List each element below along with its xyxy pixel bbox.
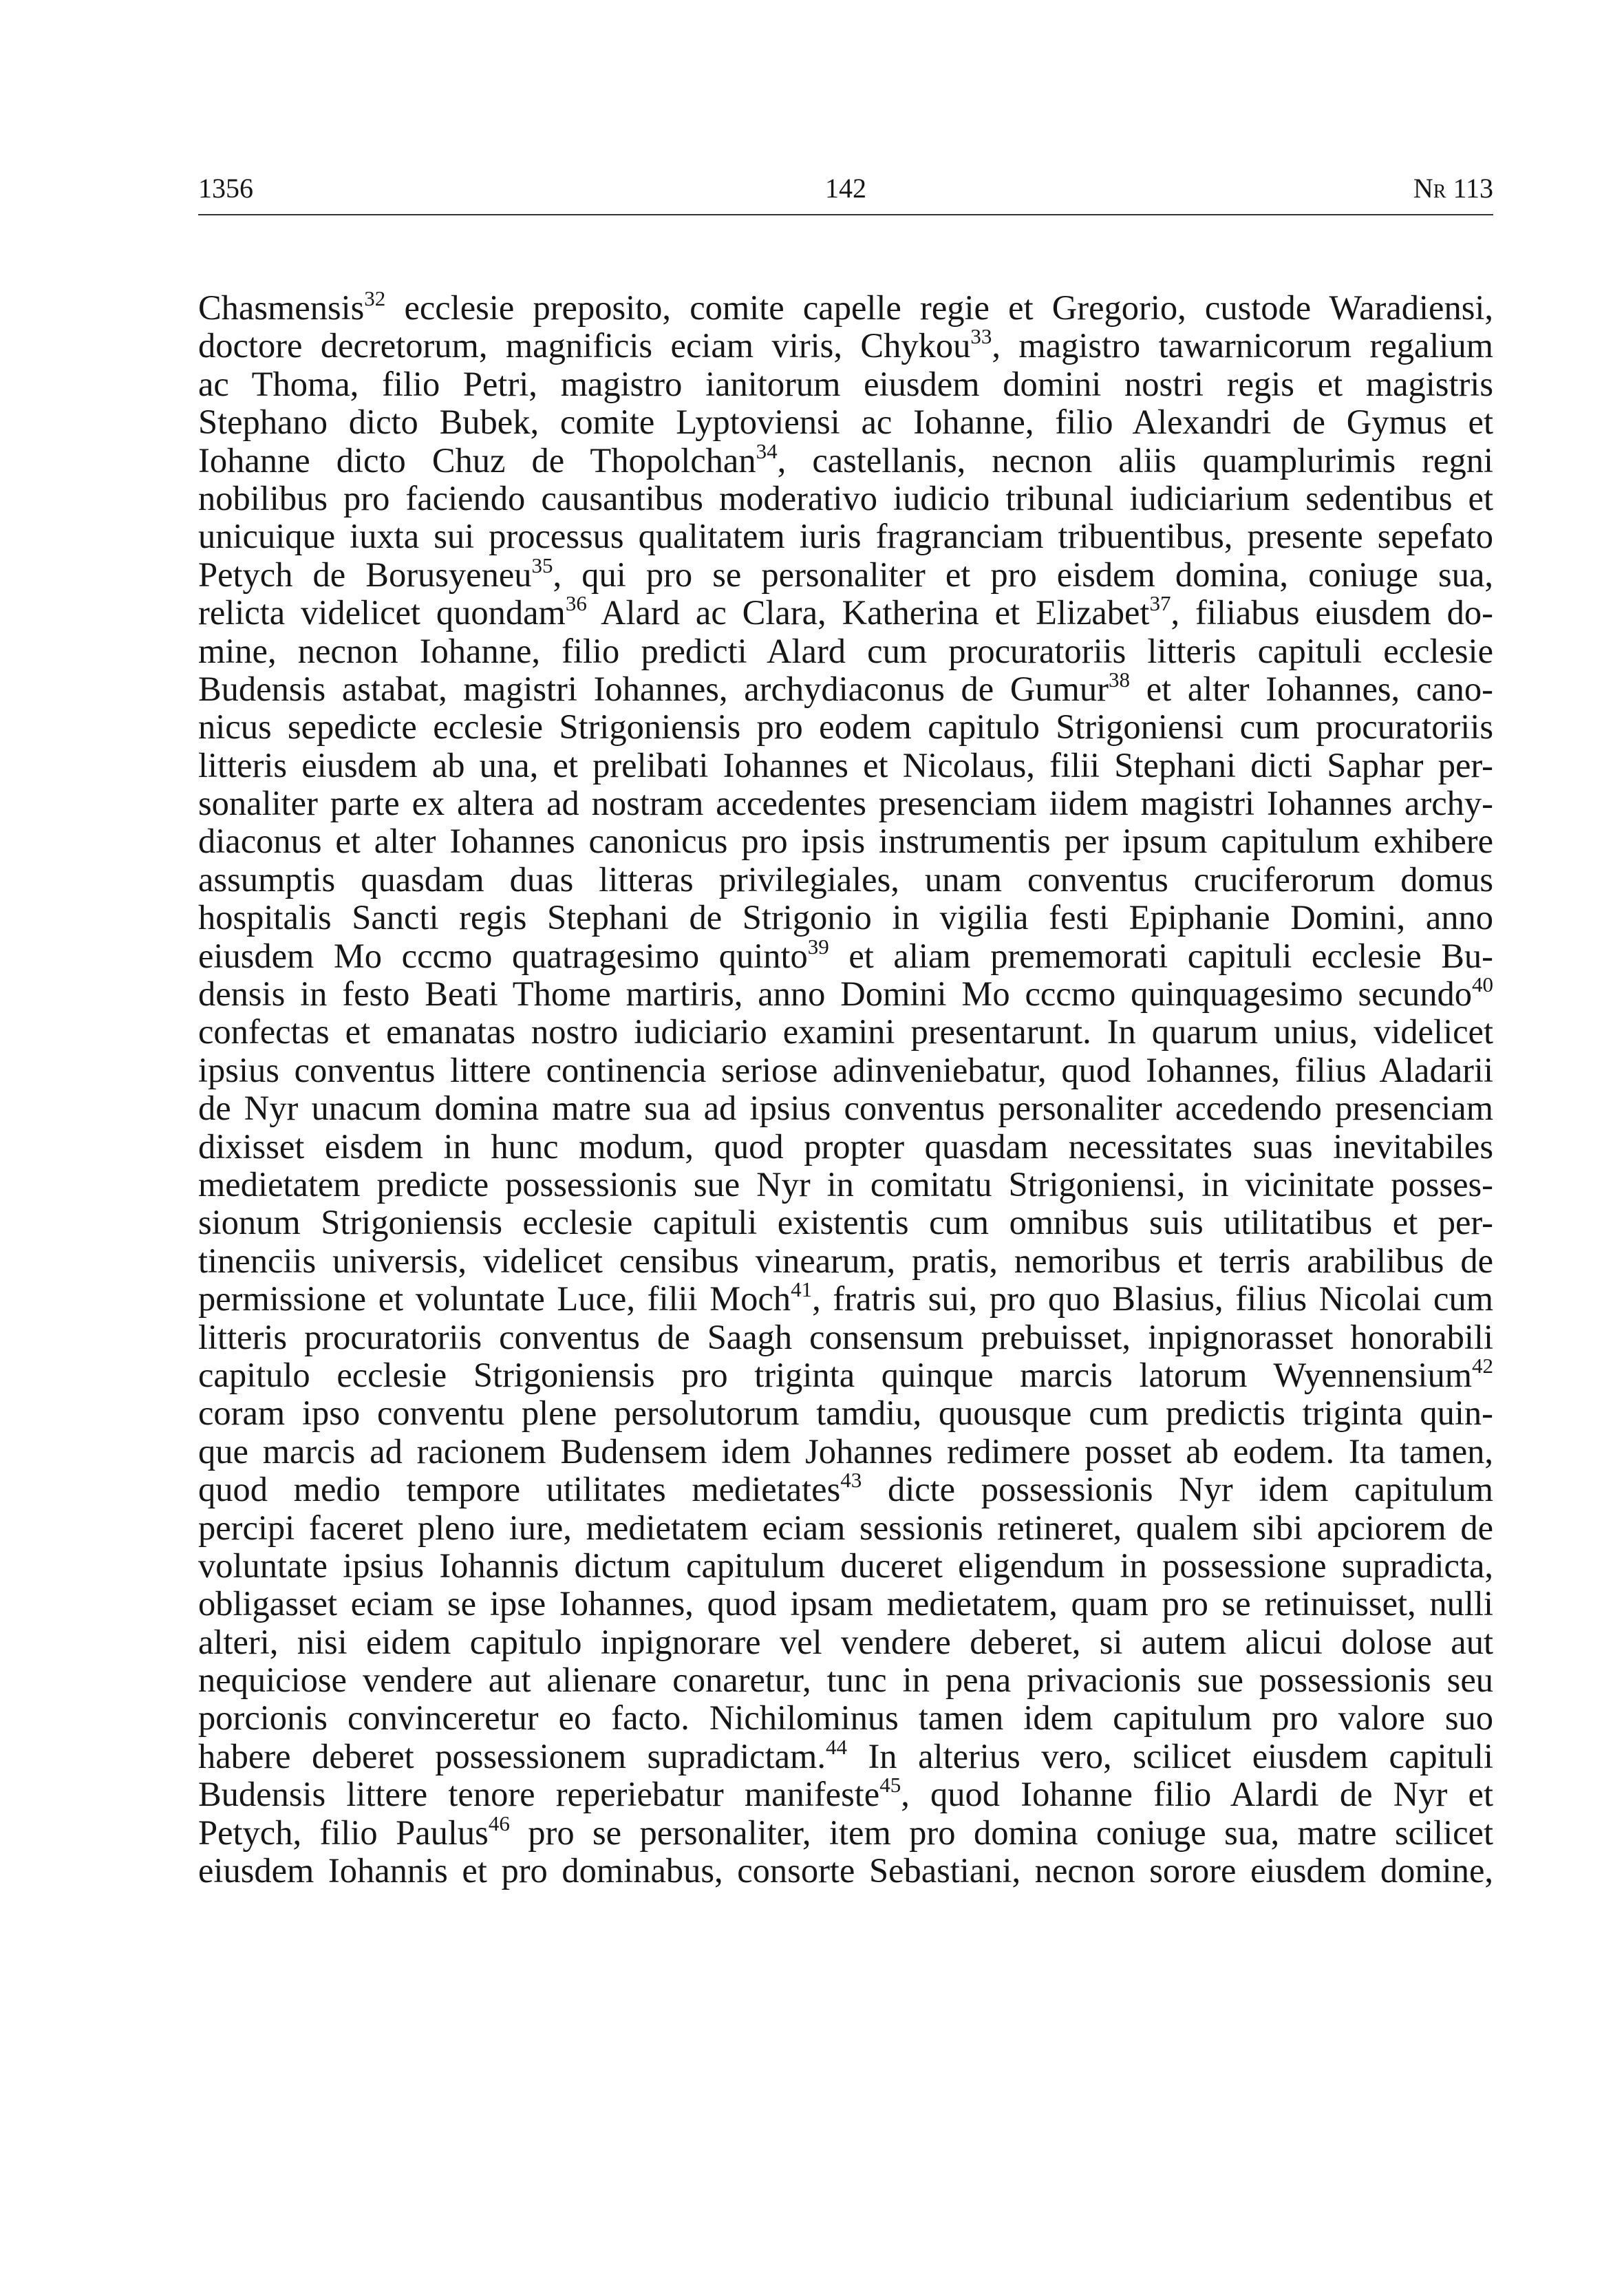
text-line <box>198 632 1493 670</box>
footnote-marker: 33 <box>970 324 992 349</box>
footnote-marker: 35 <box>531 553 553 577</box>
footnote-marker: 36 <box>565 591 587 616</box>
text-segment: Budensis littere tenore reperiebatur manifeste <box>198 1775 880 1814</box>
text-line <box>198 708 1493 746</box>
text-segment: nicus sepedicte ecclesie Strigoniensis pro eodem capitulo Strigoniensi cum procuratoriis <box>198 707 1493 747</box>
footnote-marker: 46 <box>488 1811 510 1835</box>
text-segment: hospitalis Sancti regis Stephani de Strigonio in vigilia festi Epiphanie Domini, anno <box>198 898 1493 937</box>
text-segment: et alter Iohannes, cano- <box>1130 669 1493 708</box>
footnote-marker: 34 <box>756 438 778 463</box>
text-segment: Petych de Borusyeneu <box>198 555 532 594</box>
text-segment: permissione et voluntate Luce, filii Moch <box>198 1279 791 1319</box>
text-line <box>198 1773 1493 1814</box>
footnote-marker: 38 <box>1109 667 1130 692</box>
text-segment: sonaliter parte ex altera ad nostram accedentes presenciam iidem magistri Iohannes archy- <box>198 784 1493 823</box>
text-line <box>198 934 1493 975</box>
text-segment: Chasmensis <box>198 288 365 327</box>
text-line <box>198 1661 1493 1699</box>
text-segment: percipi faceret pleno iure, medietatem eciam sessionis retineret, qualem sibi apciorem de <box>198 1508 1493 1547</box>
text-segment: diaconus et alter Iohannes canonicus pro ipsis instrumentis per ipsum capitulum exhibere <box>198 822 1493 861</box>
text-segment: eiusdem Mo cccmo quatragesimo quinto <box>198 936 808 975</box>
footnote-marker: 37 <box>1149 591 1171 616</box>
text-line <box>198 1699 1493 1737</box>
text-segment: Iohanne dicto Chuz de Thopolchan <box>198 440 756 480</box>
text-segment: que marcis ad racionem Budensem idem Johannes redimere posset ab eodem. Ita tamen, <box>198 1431 1493 1471</box>
text-line <box>198 1509 1493 1547</box>
text-segment: sionum Strigoniensis ecclesie capituli existentis cum omnibus suis utilitatibus et per- <box>198 1203 1493 1242</box>
text-segment: relicta videlicet quondam <box>198 593 566 632</box>
text-line <box>198 1242 1493 1280</box>
text-line <box>198 1277 1493 1319</box>
text-segment: unicuique iuxta sui processus qualitatem iuris fragranciam tribuentibus, presente sepefato <box>198 517 1493 556</box>
text-line <box>198 480 1493 518</box>
footnote-marker: 39 <box>807 934 829 959</box>
text-line <box>198 1319 1493 1356</box>
text-line <box>198 822 1493 860</box>
text-segment: quod medio tempore utilitates medietates <box>198 1470 841 1509</box>
text-line <box>198 286 1493 327</box>
text-segment: assumptis quasdam duas litteras privilegiales, unam conventus cruciferorum domus <box>198 860 1493 899</box>
text-segment: Stephano dicto Bubek, comite Lyptoviensi ac Iohanne, filio Alexandri de Gymus et <box>198 403 1493 442</box>
text-segment: et aliam prememorati capituli ecclesie Bu- <box>829 936 1493 975</box>
text-line <box>198 861 1493 899</box>
text-segment: alteri, nisi eidem capitulo inpignorare vel vendere deberet, si autem alicui dolose aut <box>198 1622 1493 1661</box>
text-line <box>198 1166 1493 1204</box>
text-segment: mine, necnon Iohanne, filio predicti Alard cum procuratoriis litteris capituli ecclesie <box>198 631 1493 670</box>
text-segment: habere deberet possessionem supradictam. <box>198 1736 826 1776</box>
text-segment: doctore decretorum, magnificis eciam viris, Chykou <box>198 326 971 365</box>
text-line <box>198 1394 1493 1432</box>
text-line <box>198 972 1493 1014</box>
text-segment: de Nyr unacum domina matre sua ad ipsius conventus personaliter accedendo presenciam <box>198 1089 1493 1128</box>
footnote-marker: 44 <box>825 1734 847 1759</box>
text-line <box>198 1623 1493 1661</box>
header-document-number: Nr 113 <box>1413 173 1493 204</box>
text-line <box>198 1585 1493 1623</box>
text-line <box>198 1128 1493 1166</box>
text-segment: medietatem predicte possessionis sue Nyr in comitatu Strigoniensi, in vicinitate posses- <box>198 1164 1493 1204</box>
text-segment: , quod Iohanne filio Alardi de Nyr et <box>901 1775 1493 1814</box>
text-line <box>198 403 1493 441</box>
text-segment: ecclesie preposito, comite capelle regie et Gregorio, custode Waradiensi, <box>385 288 1493 327</box>
header-page-number: 142 <box>825 173 866 204</box>
text-segment: , filiabus eiusdem do- <box>1171 593 1493 632</box>
text-segment: coram ipso conventu plene persolutorum tamdiu, quousque cum predictis triginta quin- <box>198 1394 1493 1433</box>
text-line <box>198 438 1493 480</box>
text-segment: dicte possessionis Nyr idem capitulum <box>862 1470 1494 1509</box>
header-rule <box>198 214 1493 215</box>
text-line <box>198 899 1493 937</box>
text-segment: porcionis convinceretur eo facto. Nichilominus tamen idem capitulum pro valore suo <box>198 1698 1493 1738</box>
text-segment: nequiciose vendere aut alienare conaretur, tunc in pena privacionis sue possessionis seu <box>198 1661 1493 1700</box>
text-line <box>198 1089 1493 1127</box>
text-segment: , castellanis, necnon aliis quamplurimis regni <box>777 440 1493 480</box>
text-segment: litteris procuratoriis conventus de Saagh consensum prebuisset, inpignorasset honorabili <box>198 1317 1493 1356</box>
text-line <box>198 1353 1493 1394</box>
text-segment: eiusdem Iohannis et pro dominabus, consorte Sebastiani, necnon sorore eiusdem domine, <box>198 1851 1493 1890</box>
body-text <box>198 286 1494 1890</box>
text-line <box>198 1811 1493 1852</box>
text-line <box>198 1734 1493 1776</box>
text-line <box>198 1547 1493 1585</box>
text-line <box>198 1204 1493 1241</box>
text-segment: capitulo ecclesie Strigoniensis pro triginta quinque marcis latorum Wyennensium <box>198 1355 1472 1394</box>
footnote-marker: 32 <box>364 286 386 310</box>
text-segment: nobilibus pro faciendo causantibus moderativo iudicio tribunal iudiciarium sedentibus et <box>198 478 1493 518</box>
text-line <box>198 591 1493 632</box>
footnote-marker: 40 <box>1472 972 1493 997</box>
footnote-marker: 42 <box>1472 1353 1493 1378</box>
text-segment: Alard ac Clara, Katherina et Elizabet <box>586 593 1150 632</box>
text-line <box>198 667 1493 708</box>
running-header <box>198 168 1493 209</box>
text-segment: voluntate ipsius Iohannis dictum capitulum duceret eligendum in possessione supradicta, <box>198 1546 1493 1585</box>
text-segment: litteris eiusdem ab una, et prelibati Iohannes et Nicolaus, filii Stephani dicti Saphar per- <box>198 745 1493 785</box>
text-line <box>198 553 1493 594</box>
text-segment: Petych, filio Paulus <box>198 1813 489 1852</box>
text-line <box>198 518 1493 555</box>
text-segment: ipsius conventus littere continencia seriose adinveniebatur, quod Iohannes, filius Aladarii <box>198 1050 1493 1089</box>
text-segment: In alterius vero, scilicet eiusdem capituli <box>846 1736 1493 1776</box>
text-segment: tinenciis universis, videlicet censibus vinearum, pratis, nemoribus et terris arabilibus de <box>198 1241 1493 1280</box>
text-line <box>198 324 1493 365</box>
text-segment: , fratris sui, pro quo Blasius, filius Nicolai cum <box>812 1279 1493 1319</box>
footnote-marker: 41 <box>791 1277 813 1302</box>
text-line <box>198 1468 1494 1509</box>
text-segment: pro se personaliter, item pro domina coniuge sua, matre scilicet <box>509 1813 1493 1852</box>
text-segment: dixisset eisdem in hunc modum, quod propter quasdam necessitates suas inevitabiles <box>198 1127 1493 1166</box>
footnote-marker: 45 <box>879 1773 901 1798</box>
text-line <box>198 365 1493 403</box>
text-segment: confectas et emanatas nostro iudiciario examini presentarunt. In quarum unius, videlicet <box>198 1012 1493 1052</box>
text-segment: densis in festo Beati Thome martiris, anno Domini Mo cccmo quinquagesimo secundo <box>198 974 1472 1014</box>
text-segment: , qui pro se personaliter et pro eisdem domina, coniuge sua, <box>553 555 1493 594</box>
text-line <box>198 1433 1493 1471</box>
header-year: 1356 <box>198 173 253 204</box>
footnote-marker: 43 <box>840 1468 862 1493</box>
text-line <box>198 1013 1493 1051</box>
text-segment: Budensis astabat, magistri Iohannes, archydiaconus de Gumur <box>198 669 1109 708</box>
text-segment: obligasset eciam se ipse Iohannes, quod ipsam medietatem, quam pro se retinuisset, nulli <box>198 1584 1493 1623</box>
text-segment: , magistro tawarnicorum regalium <box>992 326 1493 365</box>
text-line <box>198 747 1493 785</box>
text-line <box>198 1052 1493 1089</box>
text-segment: ac Thoma, filio Petri, magistro ianitorum eiusdem domini nostri regis et magistris <box>198 364 1493 403</box>
text-line <box>198 785 1493 822</box>
text-line <box>198 1852 1493 1890</box>
